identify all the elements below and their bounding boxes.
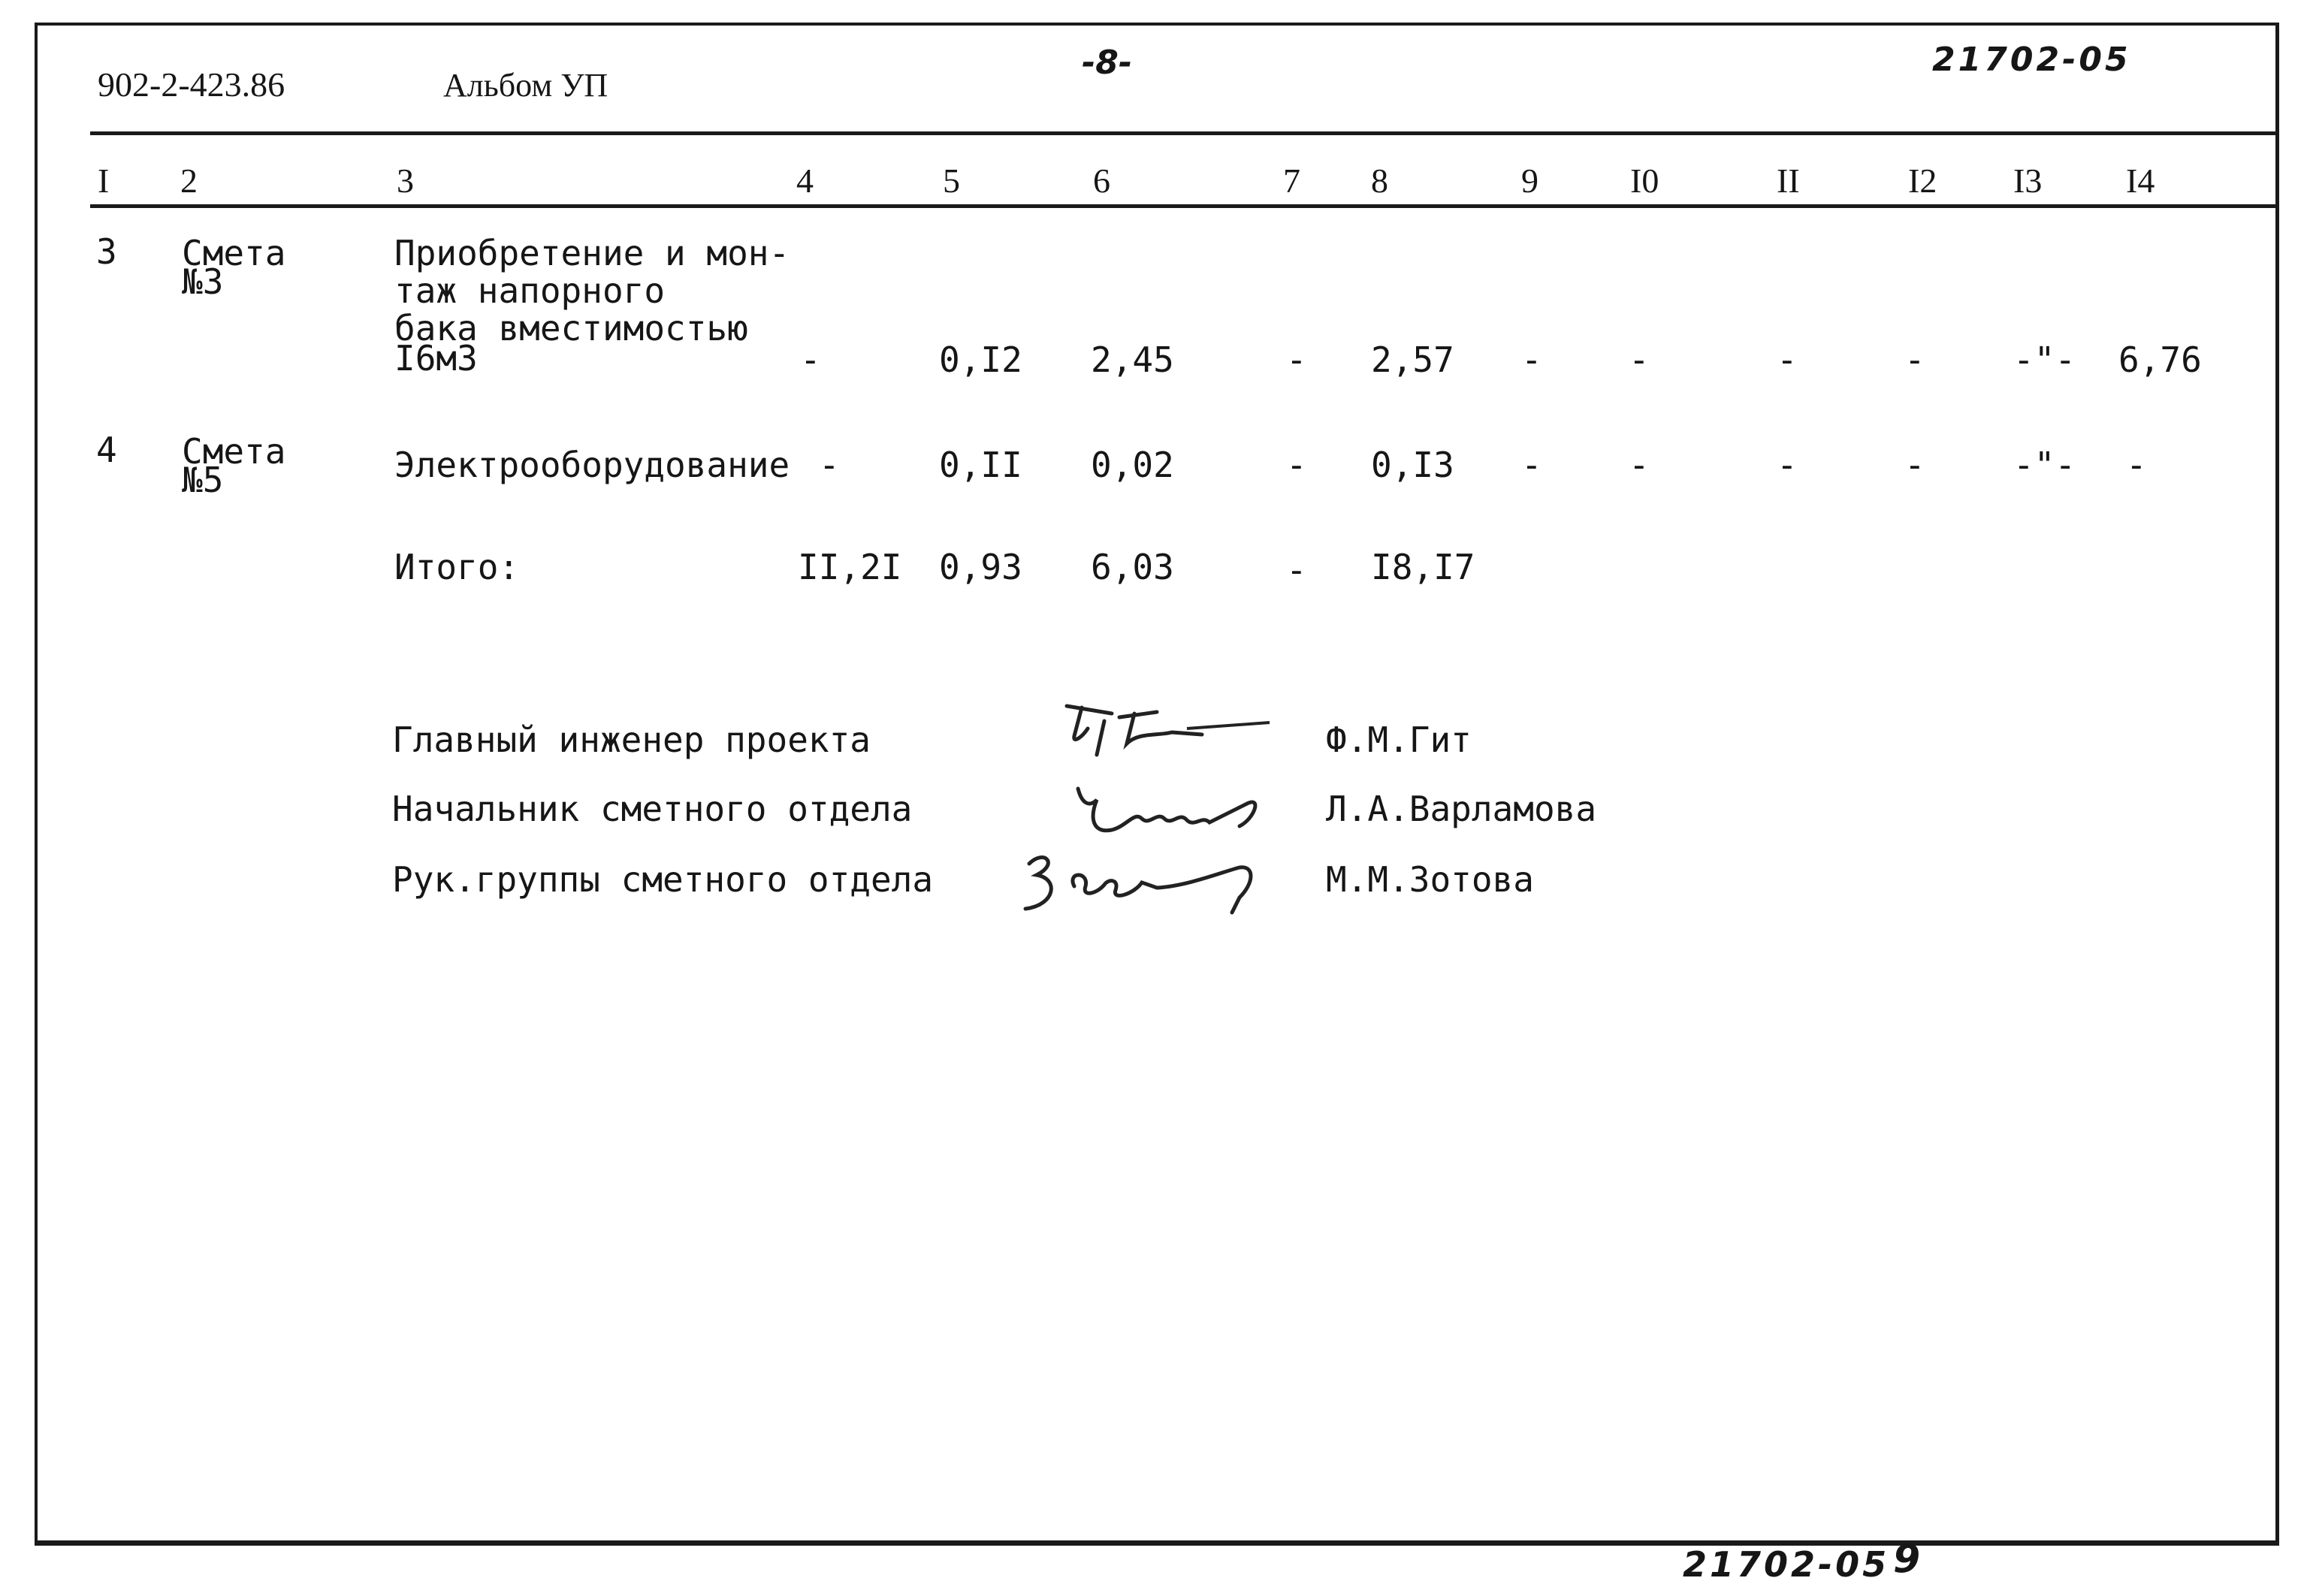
col-header: 3 — [397, 161, 414, 200]
album-title: Альбом УП — [443, 67, 608, 104]
cell: 2,45 — [1091, 339, 1174, 380]
signature-role: Главный инженер проекта — [392, 720, 871, 760]
header-rule-top — [90, 131, 2279, 135]
col-header: 6 — [1093, 161, 1110, 200]
signature-name: Ф.М.Гит — [1326, 720, 1472, 760]
col-header: 7 — [1283, 161, 1300, 200]
col-header: 2 — [180, 161, 198, 200]
signature-name: Л.А.Варламова — [1326, 789, 1597, 829]
cell: - — [2126, 445, 2147, 485]
cell: - — [1286, 445, 1307, 485]
header-rule-bottom — [90, 204, 2279, 208]
handwritten-signature-1 — [1052, 691, 1292, 774]
row-number: 3 — [96, 231, 117, 272]
col-header: I3 — [2013, 161, 2043, 200]
cell: - — [1904, 339, 1925, 380]
row-description: I6м3 — [394, 338, 478, 379]
total-cell: 6,03 — [1091, 547, 1174, 587]
cell: - — [1777, 339, 1798, 380]
signature-name: М.М.Зотова — [1326, 859, 1534, 900]
row-description: бака вместимостью — [394, 308, 748, 348]
cell: - — [1521, 445, 1542, 485]
total-cell: I8,I7 — [1371, 547, 1475, 587]
cell: - — [1777, 445, 1798, 485]
cell: - — [1904, 445, 1925, 485]
doc-code: 902-2-423.86 — [98, 65, 285, 104]
cell: 0,I3 — [1371, 445, 1454, 485]
cell: - — [1286, 339, 1307, 380]
footer-sheet-number: 9 — [1893, 1537, 1921, 1582]
col-header: I2 — [1908, 161, 1937, 200]
row-doc-number: №5 — [182, 460, 224, 500]
row-doc: Смета — [182, 431, 286, 472]
col-header: I — [98, 161, 110, 200]
cell: -"- — [2013, 339, 2076, 380]
header-stamp: 21702-05 — [1932, 41, 2131, 79]
signature-role: Рук.группы сметного отдела — [392, 859, 934, 900]
col-header: 4 — [796, 161, 814, 200]
signature-role: Начальник сметного отдела — [392, 789, 913, 829]
cell: - — [1629, 339, 1650, 380]
row-number: 4 — [96, 430, 117, 470]
cell: - — [1629, 445, 1650, 485]
col-header: 8 — [1371, 161, 1388, 200]
row-doc: Смета — [182, 233, 286, 273]
row-description: таж напорного — [394, 270, 666, 311]
footer-stamp: 21702-05 — [1683, 1544, 1890, 1585]
total-label: Итого: — [394, 547, 520, 587]
total-cell: II,2I — [798, 547, 902, 587]
total-cell: - — [1286, 550, 1307, 590]
row-description: Приобретение и мон- — [394, 233, 790, 273]
cell: - — [819, 445, 840, 485]
cell: - — [800, 339, 821, 380]
col-header: 9 — [1521, 161, 1539, 200]
handwritten-signature-3 — [1014, 841, 1300, 924]
col-header: 5 — [943, 161, 960, 200]
cell: -"- — [2013, 445, 2076, 485]
col-header: II — [1777, 161, 1800, 200]
cell: - — [1521, 339, 1542, 380]
page-mark: -8- — [1082, 44, 1133, 82]
cell: 0,II — [939, 445, 1022, 485]
row-doc-number: №3 — [182, 261, 224, 302]
row-description: Электрооборудование — [394, 445, 790, 485]
cell: 0,I2 — [939, 339, 1022, 380]
cell: 2,57 — [1371, 339, 1454, 380]
cell: 6,76 — [2118, 339, 2202, 380]
total-cell: 0,93 — [939, 547, 1022, 587]
col-header: I4 — [2126, 161, 2155, 200]
col-header: I0 — [1630, 161, 1659, 200]
cell: 0,02 — [1091, 445, 1174, 485]
